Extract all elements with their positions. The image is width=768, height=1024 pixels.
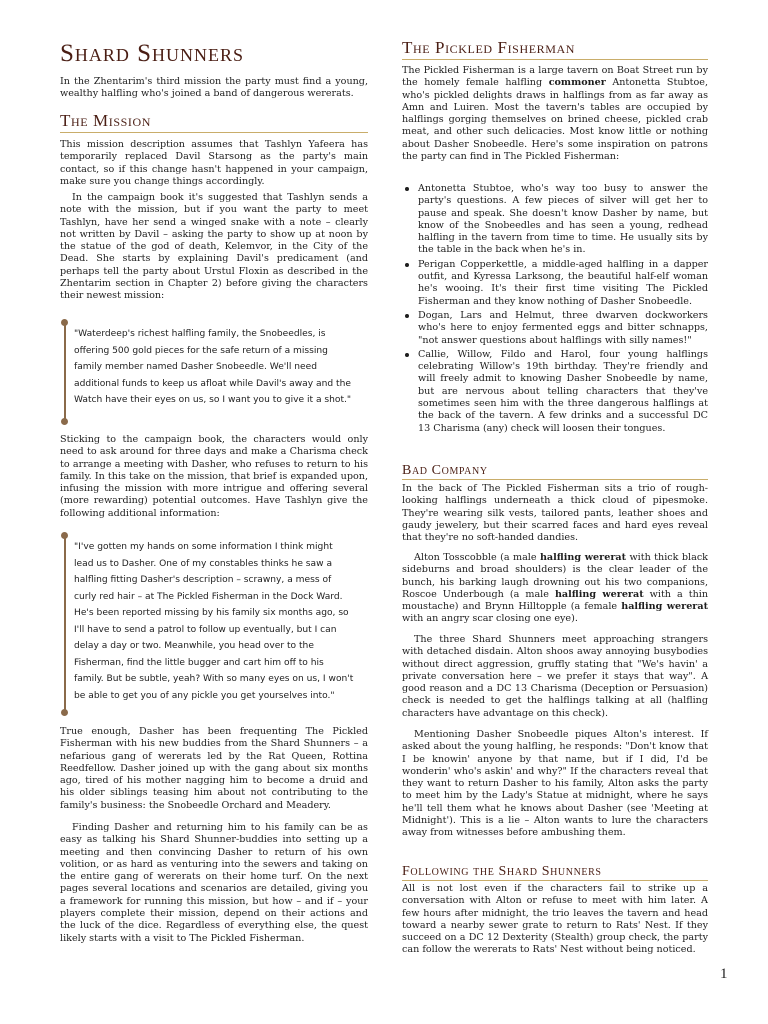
pickled-heading: The Pickled Fisherman xyxy=(402,38,708,60)
pickled-paragraph-1 xyxy=(402,65,708,163)
mission-paragraph-4: True enough, Dasher has been frequenting The Pickled Fisherman with his new buddies from the Shard Shunners – a nefarious gang of wererats led by the Rat Queen, Rottina Reedfellow. Dasher joined up with the gang about six months ago, tired of his mother nagging him to become a druid and his older siblings teasing him about not contributing to the family's business: the Snobeedle Orchard and Meadery. xyxy=(60,726,368,811)
text-run: The Pickled Fisherman is a large tavern on Boat Street run by the homely female halfling xyxy=(402,65,708,89)
text-run: Alton Tosscobble (a male xyxy=(414,552,540,563)
bad-paragraph-4: Mentioning Dasher Snobeedle piques Alton's interest. If asked about the young halfling, he responds: "Don't know that I be knowin' anyone by that name, but if I did, I'd be wonderin' who's askin' and why?" If the characters reveal that they want to return Dasher to his family, Alton asks the party to meet him by the Lady's Statue at midnight, where he says he'll tell them what he knows about Dasher (see 'Meeting at Midnight'). This is a lie – Alton wants to lure the characters away from witnesses before ambushing them. xyxy=(402,729,708,839)
mission-paragraph-2: In the campaign book it's suggested that Tashlyn sends a note with the mission, but if you want the party to meet Tashlyn, have her send a winged snake with a note – clearly not written by Davil – asking the party to show up at noon by the statue of the god of death, Kelemvor, in the City of the Dead. She starts by explaining Davil's predicament (and perhaps tell the party about Urstul Floxin as described in the Zhentarim section in Chapter 2) before giving the characters their newest mission: xyxy=(60,192,368,302)
monster-name: halfling wererat xyxy=(554,588,644,600)
mission-paragraph-1: This mission description assumes that Tashlyn Yafeera has temporarily replaced Davil Starsong as the party's main contact, so if this change hasn't happened in your campaign, make sure you change things accordingly. xyxy=(60,139,368,187)
monster-name: commoner xyxy=(548,77,606,89)
list-item xyxy=(402,349,708,435)
quote-box-2 xyxy=(60,535,368,713)
following-paragraph-1: All is not lost even if the characters fail to strike up a conversation with Alton or refuse to meet with him later. A few hours after midnight, the trio leaves the tavern and head toward a nearby sewer grate to return to Rats' Nest. If they succeed on a DC 12 Dexterity (Stealth) group check, the party can follow the wererats to Rats' Nest without being noticed. xyxy=(402,883,708,956)
quote-knob xyxy=(61,418,68,425)
text-run: with an angry scar closing one eye). xyxy=(402,613,578,625)
bullet-icon xyxy=(405,314,409,318)
list-item xyxy=(402,310,708,347)
quote-text-2: "I've gotten my hands on some information I think might lead us to Dasher. One of my constables thinks he saw a halfling fitting Dasher's description – scrawny, a mess of curly red hair – at The Pickled Fisherman in the Dock Ward. He's been reported missing by his family six months ago, so I'll have to send a patrol to follow up eventually, but I can delay a day or two. Meanwhile, you head over to the Fisherman, find the little bugger and cart him off to his family. But be subtle, yeah? With so many eyes on us, I won't be able to get you of any pickle you get yourselves into." xyxy=(74,542,354,701)
bad-paragraph-3: The three Shard Shunners meet approaching strangers with detached disdain. Alton shoos away annoying busybodies without direct aggression, gruffly stating that "We's havin' a private conversation here – we prefer it stays that way". A good reason and a DC 13 Charisma (Deception or Persuasion) check is needed to get the halflings talking at all (halfling characters have advantage on this check). xyxy=(402,634,708,719)
right-column xyxy=(402,0,708,1024)
quote-bar-left xyxy=(64,535,66,713)
list-item xyxy=(402,183,708,257)
text-run: with thick black sideburns and broad shoulders) is the clear leader of the bunch, his barking laugh drowning out his two companions, Roscoe Underbough (a male xyxy=(402,552,709,600)
bad-paragraph-1: In the back of The Pickled Fisherman sits a trio of rough-looking halflings underneath a thick cloud of pipesmoke. They're wearing silk vests, tailored pants, leather shoes and gaudy jewelery, but their scarred faces and hard eyes reveal that they're no soft-handed dandies. xyxy=(402,483,708,544)
bullet-icon xyxy=(405,353,409,357)
quote-text-1: "Waterdeep's richest halfling family, the Snobeedles, is offering 500 gold pieces for the safe return of a missing family member named Dasher Snobeedle. We'll need additional funds to keep us afloat while Davil's away and the Watch have their eyes on us, so I want you to give it a shot." xyxy=(74,329,352,405)
mission-paragraph-5: Finding Dasher and returning him to his family can be as easy as talking his Shard Shunner-buddies into setting up a meeting and then convincing Dasher to return of his own volition, or as hard as venturing into the sewers and taking on the entire gang of wererats on their home turf. On the next pages several locations and scenarios are detailed, giving you a framework for running this mission, but how – and if – your players complete their mission, depend on their actions and the luck of the dice. Regardless of everything else, the quest likely starts with a visit to The Pickled Fisherman. xyxy=(60,822,368,944)
list-item-text: Dogan, Lars and Helmut, three dwarven dockworkers who's here to enjoy fermented eggs and bitter schnapps, "not answer questions about halflings with silly names!" xyxy=(418,309,708,346)
bad-paragraph-2 xyxy=(402,552,708,626)
text-run: Antonetta Stubtoe, who's pickled delights draws in halflings from as far away as Amn and Luiren. Most the tavern's tables are occupied by halflings gorging themselves on brined cheese, pickled crab meat, and other such delicacies. Most know little or nothing about Dasher Snobeedle. Here's some inspiration on patrons the party can find in The Pickled Fisherman: xyxy=(402,77,708,163)
page-number: 1 xyxy=(720,966,728,982)
list-item xyxy=(402,259,708,308)
list-item-text: Antonetta Stubtoe, who's way too busy to answer the party's questions. A few pieces of silver will get her to pause and speak. She doesn't know Dasher by name, but know of the Snobeedles and has seen a young, redhead halfling in the tavern from time to time. He usually sits by the table in the back when he's in. xyxy=(418,183,708,256)
list-item-text: Callie, Willow, Fildo and Harol, four young halflings celebrating Willow's 19th birthday. They're friendly and will freely admit to knowing Dasher Snobeedle by name, but are nervous about telling characters that they've sometimes seen him with the three dangerous halflings at the back of the tavern. A few drinks and a successful DC 13 Charisma (any) check will loosen their tongues. xyxy=(418,348,708,434)
quote-knob xyxy=(61,319,68,326)
patron-list xyxy=(402,183,708,437)
left-column xyxy=(60,0,368,1024)
intro-paragraph: In the Zhentarim's third mission the party must find a young, wealthy halfling who's joined a band of dangerous wererats. xyxy=(60,76,368,100)
page-title: Shard Shunners xyxy=(60,40,245,67)
monster-name: halfling wererat xyxy=(621,601,708,613)
bullet-icon xyxy=(405,263,409,267)
quote-knob xyxy=(61,709,68,716)
list-item-text: Perigan Copperkettle, a middle-aged halfling in a dapper outfit, and Kyressa Larksong, the beautiful half-elf woman he's wooing. It's their first time visiting The Pickled Fisherman and they know nothing of Dasher Snobeedle. xyxy=(418,258,708,307)
quote-bar-left xyxy=(64,322,66,422)
quote-box-1 xyxy=(60,322,368,422)
bad-company-heading: Bad Company xyxy=(402,463,708,480)
text-run: with a thin moustache) and Brynn Hilltopple (a female xyxy=(402,588,709,613)
bullet-icon xyxy=(405,187,409,191)
quote-knob xyxy=(61,532,68,539)
following-heading: Following the Shard Shunners xyxy=(402,864,708,881)
mission-heading: The Mission xyxy=(60,111,368,133)
monster-name: halfling wererat xyxy=(539,552,627,563)
mission-paragraph-3: Sticking to the campaign book, the characters would only need to ask around for three days and make a Charisma check to arrange a meeting with Dasher, who refuses to return to his family. In this take on the mission, that brief is expanded upon, infusing the mission with more intrigue and offering several (more rewarding) potential outcomes. Have Tashlyn give the following additional information: xyxy=(60,434,368,519)
